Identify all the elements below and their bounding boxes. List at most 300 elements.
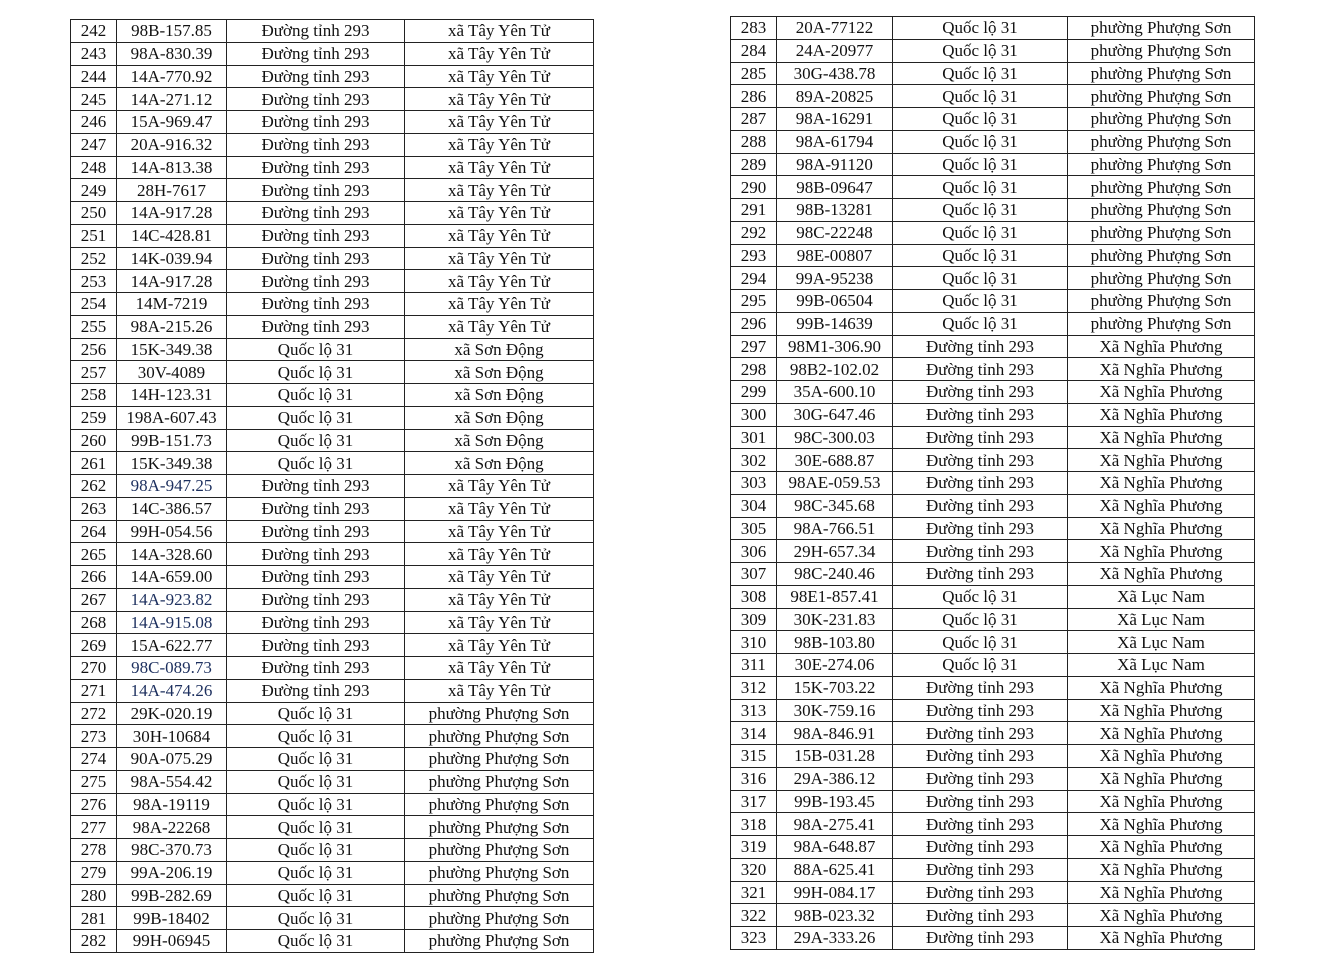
license-plate-cell: 98A-648.87: [777, 836, 893, 859]
location-cell: xã Sơn Động: [405, 429, 594, 452]
license-plate-cell: 98C-345.68: [777, 494, 893, 517]
table-row: [731, 494, 1255, 517]
road-name-cell: Quốc lộ 31: [893, 130, 1068, 153]
license-plate-cell: 14A-659.00: [117, 566, 227, 589]
row-number-cell: 278: [71, 839, 117, 862]
road-name-cell: Đường tỉnh 293: [893, 472, 1068, 495]
row-number-cell: 305: [731, 517, 777, 540]
row-number-cell: 262: [71, 475, 117, 498]
table-row: [71, 133, 594, 156]
license-plate-cell: 99H-06945: [117, 930, 227, 953]
table-row: [71, 452, 594, 475]
row-number-cell: 320: [731, 858, 777, 881]
license-plate-cell: 98E1-857.41: [777, 585, 893, 608]
row-number-cell: 302: [731, 449, 777, 472]
table-row: [71, 247, 594, 270]
table-row: [731, 676, 1255, 699]
row-number-cell: 309: [731, 608, 777, 631]
license-plate-cell: 14C-386.57: [117, 497, 227, 520]
road-name-cell: Đường tỉnh 293: [893, 858, 1068, 881]
table-row: [71, 634, 594, 657]
row-number-cell: 271: [71, 679, 117, 702]
table-row: [731, 290, 1255, 313]
row-number-cell: 267: [71, 588, 117, 611]
table-row: [71, 588, 594, 611]
location-cell: phường Phượng Sơn: [405, 839, 594, 862]
license-plate-cell: 29H-657.34: [777, 540, 893, 563]
row-number-cell: 319: [731, 836, 777, 859]
row-number-cell: 274: [71, 748, 117, 771]
road-name-cell: Đường tỉnh 293: [893, 676, 1068, 699]
row-number-cell: 285: [731, 62, 777, 85]
license-plate-cell: 30E-274.06: [777, 654, 893, 677]
license-plate-cell: 14A-328.60: [117, 543, 227, 566]
table-row: [731, 199, 1255, 222]
table-row: [731, 108, 1255, 131]
license-plate-cell: 98B-103.80: [777, 631, 893, 654]
location-cell: xã Tây Yên Tử: [405, 179, 594, 202]
license-plate-cell: 15K-349.38: [117, 338, 227, 361]
location-cell: Xã Nghĩa Phương: [1068, 426, 1255, 449]
location-cell: Xã Lục Nam: [1068, 631, 1255, 654]
location-cell: xã Tây Yên Tử: [405, 65, 594, 88]
location-cell: phường Phượng Sơn: [1068, 176, 1255, 199]
location-cell: Xã Nghĩa Phương: [1068, 517, 1255, 540]
location-cell: phường Phượng Sơn: [1068, 17, 1255, 40]
license-plate-cell: 98C-370.73: [117, 839, 227, 862]
license-plate-cell: 14A-915.08: [117, 611, 227, 634]
road-name-cell: Đường tỉnh 293: [227, 679, 405, 702]
location-cell: phường Phượng Sơn: [405, 930, 594, 953]
location-cell: xã Tây Yên Tử: [405, 270, 594, 293]
table-row: [731, 722, 1255, 745]
license-plate-cell: 30K-759.16: [777, 699, 893, 722]
row-number-cell: 276: [71, 793, 117, 816]
table-row: [731, 130, 1255, 153]
row-number-cell: 257: [71, 361, 117, 384]
row-number-cell: 298: [731, 358, 777, 381]
table-row: [731, 85, 1255, 108]
table-row: [71, 338, 594, 361]
license-plate-cell: 15A-622.77: [117, 634, 227, 657]
road-name-cell: Quốc lộ 31: [227, 861, 405, 884]
license-plate-cell: 98B-023.32: [777, 904, 893, 927]
table-row: [71, 315, 594, 338]
road-name-cell: Đường tỉnh 293: [227, 156, 405, 179]
road-name-cell: Đường tỉnh 293: [227, 520, 405, 543]
license-plate-cell: 98B-13281: [777, 199, 893, 222]
location-cell: phường Phượng Sơn: [405, 884, 594, 907]
location-cell: Xã Nghĩa Phương: [1068, 540, 1255, 563]
row-number-cell: 251: [71, 224, 117, 247]
table-row: [731, 403, 1255, 426]
road-name-cell: Đường tỉnh 293: [227, 179, 405, 202]
table-row: [731, 881, 1255, 904]
table-row: [71, 20, 594, 43]
table-row: [731, 426, 1255, 449]
row-number-cell: 315: [731, 745, 777, 768]
table-row: [731, 813, 1255, 836]
table-row: [731, 221, 1255, 244]
row-number-cell: 308: [731, 585, 777, 608]
table-row: [71, 111, 594, 134]
road-name-cell: Đường tỉnh 293: [893, 449, 1068, 472]
location-cell: xã Sơn Động: [405, 338, 594, 361]
road-name-cell: Đường tỉnh 293: [227, 247, 405, 270]
row-number-cell: 242: [71, 20, 117, 43]
row-number-cell: 303: [731, 472, 777, 495]
location-cell: xã Sơn Động: [405, 361, 594, 384]
row-number-cell: 301: [731, 426, 777, 449]
location-cell: Xã Nghĩa Phương: [1068, 494, 1255, 517]
location-cell: xã Tây Yên Tử: [405, 42, 594, 65]
row-number-cell: 263: [71, 497, 117, 520]
road-name-cell: Đường tỉnh 293: [893, 381, 1068, 404]
row-number-cell: 314: [731, 722, 777, 745]
license-plate-cell: 14K-039.94: [117, 247, 227, 270]
license-plate-cell: 14A-917.28: [117, 270, 227, 293]
location-cell: phường Phượng Sơn: [1068, 108, 1255, 131]
row-number-cell: 322: [731, 904, 777, 927]
license-plate-cell: 15A-969.47: [117, 111, 227, 134]
row-number-cell: 323: [731, 927, 777, 950]
road-name-cell: Đường tỉnh 293: [893, 517, 1068, 540]
row-number-cell: 304: [731, 494, 777, 517]
road-name-cell: Quốc lộ 31: [893, 654, 1068, 677]
road-name-cell: Quốc lộ 31: [227, 748, 405, 771]
road-name-cell: Đường tỉnh 293: [227, 657, 405, 680]
license-plate-cell: 98A-19119: [117, 793, 227, 816]
location-cell: Xã Lục Nam: [1068, 654, 1255, 677]
table-row: [731, 244, 1255, 267]
table-row: [71, 702, 594, 725]
road-name-cell: Quốc lộ 31: [893, 85, 1068, 108]
license-plate-cell: 90A-075.29: [117, 748, 227, 771]
location-cell: xã Tây Yên Tử: [405, 588, 594, 611]
license-plate-cell: 28H-7617: [117, 179, 227, 202]
row-number-cell: 248: [71, 156, 117, 179]
road-name-cell: Quốc lộ 31: [227, 725, 405, 748]
location-cell: xã Tây Yên Tử: [405, 315, 594, 338]
road-name-cell: Đường tỉnh 293: [227, 20, 405, 43]
road-name-cell: Đường tỉnh 293: [227, 202, 405, 225]
row-number-cell: 281: [71, 907, 117, 930]
location-cell: Xã Nghĩa Phương: [1068, 836, 1255, 859]
violations-table-left: [70, 19, 594, 953]
road-name-cell: Đường tỉnh 293: [227, 270, 405, 293]
road-name-cell: Đường tỉnh 293: [893, 927, 1068, 950]
table-row: [71, 65, 594, 88]
table-row: [71, 793, 594, 816]
location-cell: xã Tây Yên Tử: [405, 111, 594, 134]
table-row: [71, 406, 594, 429]
license-plate-cell: 14A-271.12: [117, 88, 227, 111]
table-row: [731, 608, 1255, 631]
table-row: [731, 836, 1255, 859]
license-plate-cell: 98C-089.73: [117, 657, 227, 680]
license-plate-cell: 99B-151.73: [117, 429, 227, 452]
road-name-cell: Đường tỉnh 293: [227, 634, 405, 657]
license-plate-cell: 98A-766.51: [777, 517, 893, 540]
location-cell: Xã Nghĩa Phương: [1068, 676, 1255, 699]
row-number-cell: 269: [71, 634, 117, 657]
license-plate-cell: 98A-22268: [117, 816, 227, 839]
location-cell: xã Sơn Động: [405, 406, 594, 429]
road-name-cell: Đường tỉnh 293: [227, 133, 405, 156]
table-row: [71, 202, 594, 225]
license-plate-cell: 14A-474.26: [117, 679, 227, 702]
location-cell: xã Tây Yên Tử: [405, 224, 594, 247]
road-name-cell: Quốc lộ 31: [227, 452, 405, 475]
row-number-cell: 265: [71, 543, 117, 566]
road-name-cell: Quốc lộ 31: [893, 585, 1068, 608]
road-name-cell: Đường tỉnh 293: [893, 699, 1068, 722]
table-row: [731, 858, 1255, 881]
road-name-cell: Đường tỉnh 293: [893, 563, 1068, 586]
row-number-cell: 277: [71, 816, 117, 839]
table-row: [71, 611, 594, 634]
road-name-cell: Đường tỉnh 293: [227, 224, 405, 247]
table-row: [71, 679, 594, 702]
license-plate-cell: 15K-703.22: [777, 676, 893, 699]
location-cell: xã Tây Yên Tử: [405, 247, 594, 270]
license-plate-cell: 98M1-306.90: [777, 335, 893, 358]
table-row: [731, 654, 1255, 677]
table-row: [731, 699, 1255, 722]
table-row: [71, 270, 594, 293]
location-cell: xã Tây Yên Tử: [405, 657, 594, 680]
road-name-cell: Quốc lộ 31: [227, 930, 405, 953]
license-plate-cell: 14A-923.82: [117, 588, 227, 611]
row-number-cell: 243: [71, 42, 117, 65]
table-row: [731, 472, 1255, 495]
location-cell: xã Tây Yên Tử: [405, 475, 594, 498]
location-cell: phường Phượng Sơn: [405, 748, 594, 771]
location-cell: xã Sơn Động: [405, 452, 594, 475]
location-cell: xã Tây Yên Tử: [405, 156, 594, 179]
row-number-cell: 250: [71, 202, 117, 225]
location-cell: Xã Lục Nam: [1068, 585, 1255, 608]
row-number-cell: 306: [731, 540, 777, 563]
road-name-cell: Quốc lộ 31: [227, 816, 405, 839]
location-cell: phường Phượng Sơn: [405, 725, 594, 748]
license-plate-cell: 14C-428.81: [117, 224, 227, 247]
table-row: [71, 748, 594, 771]
road-name-cell: Đường tỉnh 293: [227, 475, 405, 498]
location-cell: Xã Nghĩa Phương: [1068, 858, 1255, 881]
road-name-cell: Quốc lộ 31: [893, 290, 1068, 313]
row-number-cell: 275: [71, 770, 117, 793]
row-number-cell: 280: [71, 884, 117, 907]
location-cell: phường Phượng Sơn: [405, 907, 594, 930]
row-number-cell: 313: [731, 699, 777, 722]
license-plate-cell: 99B-14639: [777, 312, 893, 335]
location-cell: Xã Nghĩa Phương: [1068, 927, 1255, 950]
road-name-cell: Quốc lộ 31: [893, 267, 1068, 290]
license-plate-cell: 30G-438.78: [777, 62, 893, 85]
row-number-cell: 293: [731, 244, 777, 267]
license-plate-cell: 99A-206.19: [117, 861, 227, 884]
license-plate-cell: 89A-20825: [777, 85, 893, 108]
license-plate-cell: 98A-846.91: [777, 722, 893, 745]
license-plate-cell: 98A-215.26: [117, 315, 227, 338]
row-number-cell: 294: [731, 267, 777, 290]
road-name-cell: Đường tỉnh 293: [893, 358, 1068, 381]
table-row: [71, 884, 594, 907]
table-row: [731, 176, 1255, 199]
license-plate-cell: 98C-240.46: [777, 563, 893, 586]
table-body-right: [731, 17, 1255, 950]
license-plate-cell: 99H-054.56: [117, 520, 227, 543]
road-name-cell: Quốc lộ 31: [893, 108, 1068, 131]
table-row: [71, 384, 594, 407]
row-number-cell: 283: [731, 17, 777, 40]
license-plate-cell: 30E-688.87: [777, 449, 893, 472]
table-row: [731, 381, 1255, 404]
table-row: [71, 566, 594, 589]
location-cell: phường Phượng Sơn: [405, 793, 594, 816]
row-number-cell: 297: [731, 335, 777, 358]
license-plate-cell: 98A-947.25: [117, 475, 227, 498]
license-plate-cell: 98E-00807: [777, 244, 893, 267]
table-row: [71, 156, 594, 179]
row-number-cell: 318: [731, 813, 777, 836]
table-row: [731, 927, 1255, 950]
license-plate-cell: 88A-625.41: [777, 858, 893, 881]
row-number-cell: 296: [731, 312, 777, 335]
road-name-cell: Đường tỉnh 293: [893, 335, 1068, 358]
table-row: [731, 39, 1255, 62]
table-row: [731, 312, 1255, 335]
table-row: [731, 745, 1255, 768]
row-number-cell: 247: [71, 133, 117, 156]
road-name-cell: Quốc lộ 31: [893, 312, 1068, 335]
table-row: [731, 17, 1255, 40]
location-cell: xã Tây Yên Tử: [405, 293, 594, 316]
location-cell: phường Phượng Sơn: [1068, 85, 1255, 108]
row-number-cell: 290: [731, 176, 777, 199]
license-plate-cell: 30H-10684: [117, 725, 227, 748]
location-cell: Xã Nghĩa Phương: [1068, 745, 1255, 768]
table-row: [731, 62, 1255, 85]
road-name-cell: Quốc lộ 31: [227, 702, 405, 725]
location-cell: phường Phượng Sơn: [1068, 267, 1255, 290]
location-cell: Xã Lục Nam: [1068, 608, 1255, 631]
road-name-cell: Quốc lộ 31: [227, 884, 405, 907]
row-number-cell: 300: [731, 403, 777, 426]
row-number-cell: 261: [71, 452, 117, 475]
location-cell: Xã Nghĩa Phương: [1068, 813, 1255, 836]
road-name-cell: Đường tỉnh 293: [893, 813, 1068, 836]
location-cell: phường Phượng Sơn: [405, 702, 594, 725]
road-name-cell: Quốc lộ 31: [893, 199, 1068, 222]
location-cell: Xã Nghĩa Phương: [1068, 699, 1255, 722]
road-name-cell: Quốc lộ 31: [893, 608, 1068, 631]
license-plate-cell: 14A-813.38: [117, 156, 227, 179]
row-number-cell: 253: [71, 270, 117, 293]
table-row: [71, 543, 594, 566]
road-name-cell: Đường tỉnh 293: [227, 497, 405, 520]
row-number-cell: 284: [731, 39, 777, 62]
location-cell: xã Tây Yên Tử: [405, 679, 594, 702]
table-row: [731, 563, 1255, 586]
table-row: [71, 770, 594, 793]
license-plate-cell: 29A-386.12: [777, 767, 893, 790]
location-cell: xã Tây Yên Tử: [405, 611, 594, 634]
location-cell: Xã Nghĩa Phương: [1068, 881, 1255, 904]
license-plate-cell: 29K-020.19: [117, 702, 227, 725]
road-name-cell: Quốc lộ 31: [227, 429, 405, 452]
road-name-cell: Quốc lộ 31: [893, 221, 1068, 244]
location-cell: phường Phượng Sơn: [1068, 39, 1255, 62]
license-plate-cell: 98B-157.85: [117, 20, 227, 43]
row-number-cell: 311: [731, 654, 777, 677]
license-plate-cell: 98C-22248: [777, 221, 893, 244]
license-plate-cell: 35A-600.10: [777, 381, 893, 404]
license-plate-cell: 14M-7219: [117, 293, 227, 316]
location-cell: xã Tây Yên Tử: [405, 88, 594, 111]
location-cell: Xã Nghĩa Phương: [1068, 472, 1255, 495]
road-name-cell: Quốc lộ 31: [893, 39, 1068, 62]
location-cell: Xã Nghĩa Phương: [1068, 790, 1255, 813]
license-plate-cell: 99B-18402: [117, 907, 227, 930]
table-row: [71, 42, 594, 65]
license-plate-cell: 98B-09647: [777, 176, 893, 199]
license-plate-cell: 98AE-059.53: [777, 472, 893, 495]
road-name-cell: Đường tỉnh 293: [893, 767, 1068, 790]
row-number-cell: 299: [731, 381, 777, 404]
table-row: [71, 179, 594, 202]
license-plate-cell: 30V-4089: [117, 361, 227, 384]
road-name-cell: Đường tỉnh 293: [227, 543, 405, 566]
road-name-cell: Đường tỉnh 293: [227, 293, 405, 316]
location-cell: Xã Nghĩa Phương: [1068, 381, 1255, 404]
row-number-cell: 260: [71, 429, 117, 452]
row-number-cell: 307: [731, 563, 777, 586]
location-cell: phường Phượng Sơn: [1068, 153, 1255, 176]
location-cell: phường Phượng Sơn: [1068, 290, 1255, 313]
road-name-cell: Đường tỉnh 293: [227, 42, 405, 65]
location-cell: xã Tây Yên Tử: [405, 20, 594, 43]
road-name-cell: Quốc lộ 31: [227, 770, 405, 793]
license-plate-cell: 98A-830.39: [117, 42, 227, 65]
location-cell: xã Tây Yên Tử: [405, 566, 594, 589]
license-plate-cell: 99B-06504: [777, 290, 893, 313]
table-row: [71, 475, 594, 498]
row-number-cell: 259: [71, 406, 117, 429]
road-name-cell: Quốc lộ 31: [227, 839, 405, 862]
row-number-cell: 286: [731, 85, 777, 108]
license-plate-cell: 98A-16291: [777, 108, 893, 131]
table-row: [71, 429, 594, 452]
row-number-cell: 312: [731, 676, 777, 699]
road-name-cell: Đường tỉnh 293: [893, 494, 1068, 517]
license-plate-cell: 14H-123.31: [117, 384, 227, 407]
violations-table-right: [730, 16, 1255, 950]
row-number-cell: 321: [731, 881, 777, 904]
location-cell: phường Phượng Sơn: [405, 861, 594, 884]
table-row: [71, 520, 594, 543]
road-name-cell: Quốc lộ 31: [227, 793, 405, 816]
road-name-cell: Đường tỉnh 293: [227, 315, 405, 338]
road-name-cell: Đường tỉnh 293: [893, 540, 1068, 563]
row-number-cell: 255: [71, 315, 117, 338]
road-name-cell: Đường tỉnh 293: [227, 588, 405, 611]
license-plate-cell: 99H-084.17: [777, 881, 893, 904]
table-body-left: [71, 20, 594, 953]
table-row: [71, 497, 594, 520]
license-plate-cell: 20A-916.32: [117, 133, 227, 156]
